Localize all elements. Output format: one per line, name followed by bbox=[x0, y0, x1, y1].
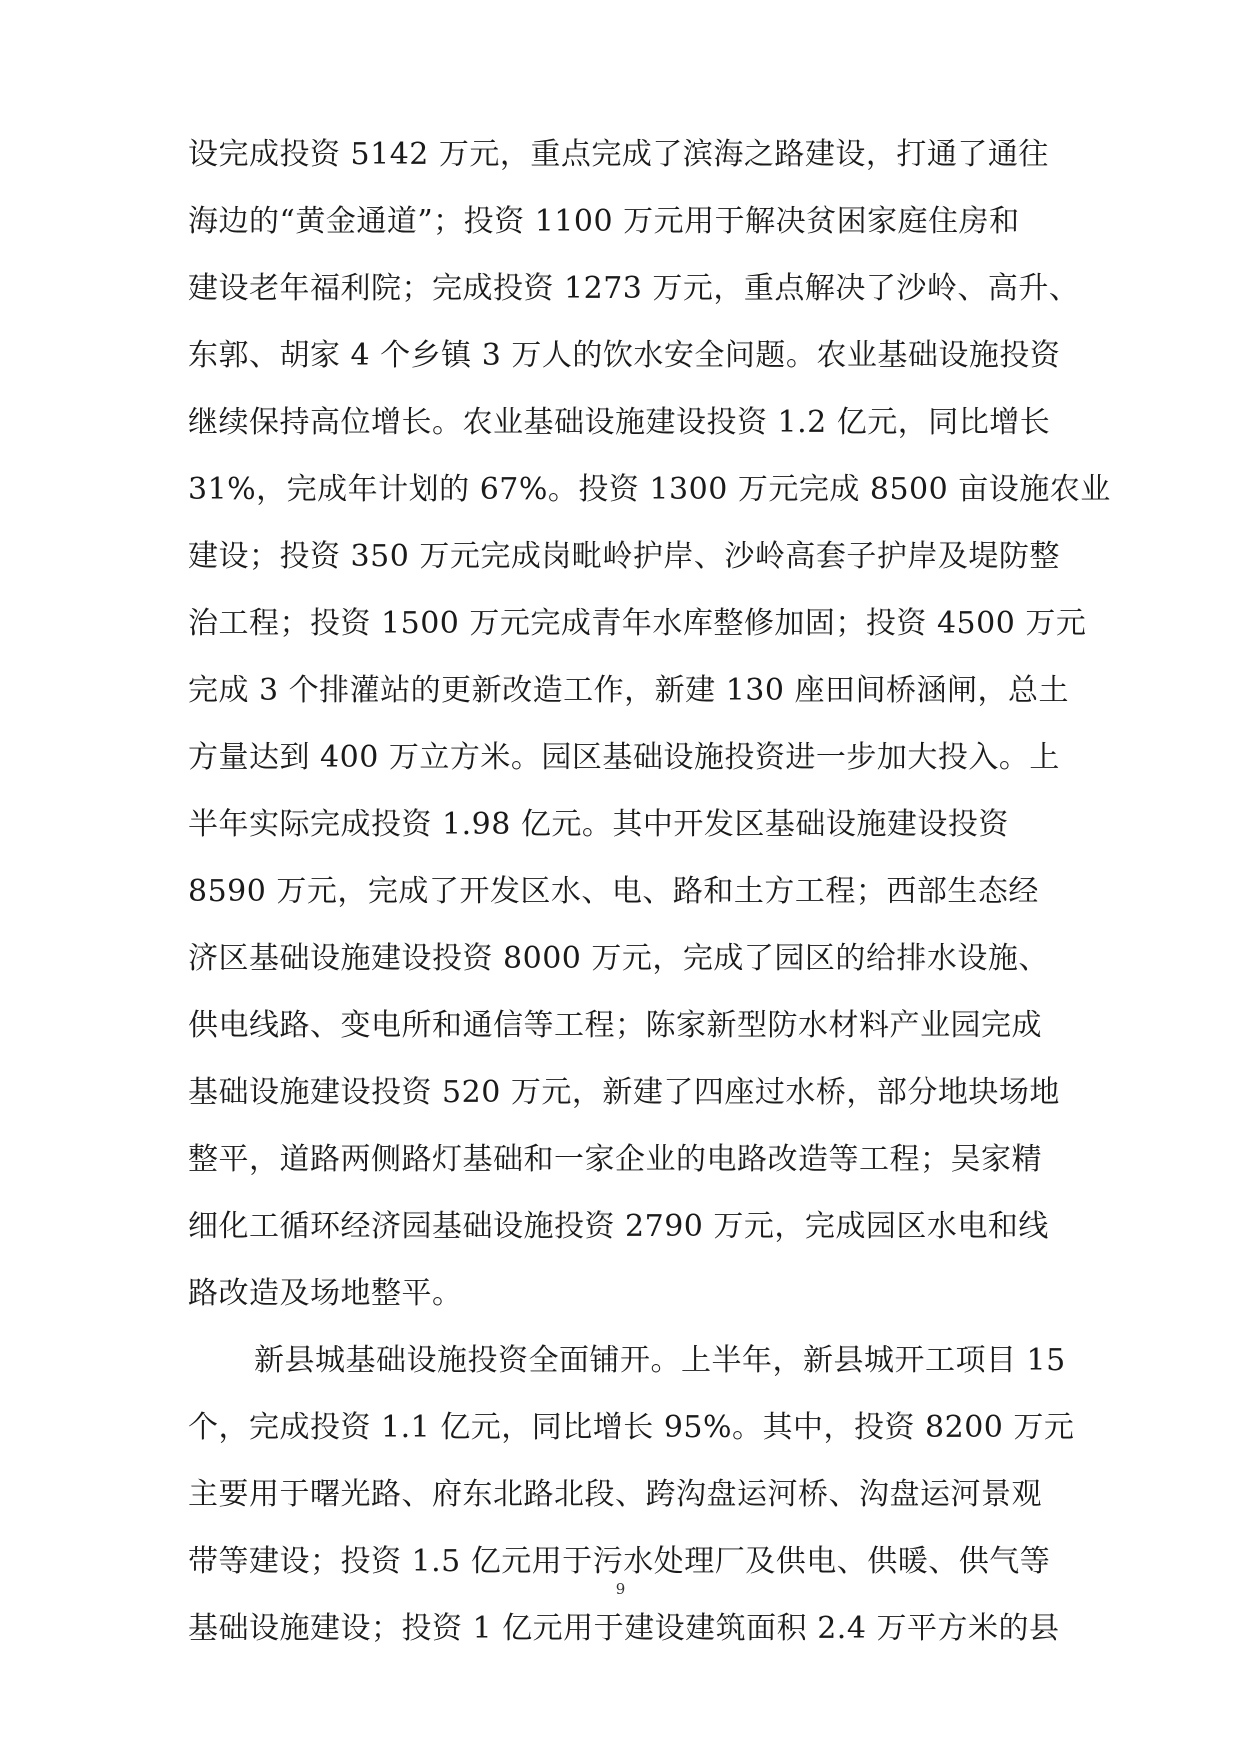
text-line: 新县城基础设施投资全面铺开。上半年，新县城开工项目 15 bbox=[254, 1343, 1066, 1378]
text-line: 供电线路、变电所和通信等工程；陈家新型防水材料产业园完成 bbox=[188, 1008, 1042, 1043]
text-line: 建设老年福利院；完成投资 1273 万元，重点解决了沙岭、高升、 bbox=[188, 271, 1080, 306]
text-line: 路改造及场地整平。 bbox=[188, 1276, 463, 1311]
text-line: 设完成投资 5142 万元，重点完成了滨海之路建设，打通了通往 bbox=[188, 137, 1049, 172]
text-line: 海边的“黄金通道”；投资 1100 万元用于解决贫困家庭住房和 bbox=[188, 204, 1020, 239]
text-line: 方量达到 400 万立方米。园区基础设施投资进一步加大投入。上 bbox=[188, 740, 1060, 775]
text-line: 基础设施建设；投资 1 亿元用于建设建筑面积 2.4 万平方米的县 bbox=[188, 1611, 1060, 1646]
text-line: 整平，道路两侧路灯基础和一家企业的电路改造等工程；吴家精 bbox=[188, 1142, 1042, 1177]
text-line: 东郭、胡家 4 个乡镇 3 万人的饮水安全问题。农业基础设施投资 bbox=[188, 338, 1061, 373]
text-line: 完成 3 个排灌站的更新改造工作，新建 130 座田间桥涵闸，总土 bbox=[188, 673, 1069, 708]
text-line: 建设；投资 350 万元完成岗毗岭护岸、沙岭高套子护岸及堤防整 bbox=[188, 539, 1060, 574]
body-text bbox=[188, 121, 1111, 1662]
paragraph-2 bbox=[188, 1327, 1075, 1662]
page-number: 9 bbox=[615, 1580, 626, 1598]
text-line: 济区基础设施建设投资 8000 万元，完成了园区的给排水设施、 bbox=[188, 941, 1049, 976]
paragraph-1 bbox=[188, 121, 1111, 1327]
text-line: 31%，完成年计划的 67%。投资 1300 万元完成 8500 亩设施农业 bbox=[188, 472, 1111, 507]
text-line: 8590 万元，完成了开发区水、电、路和土方工程；西部生态经 bbox=[188, 874, 1039, 909]
text-line: 个，完成投资 1.1 亿元，同比增长 95%。其中，投资 8200 万元 bbox=[188, 1410, 1075, 1445]
text-line: 继续保持高位增长。农业基础设施建设投资 1.2 亿元，同比增长 bbox=[188, 405, 1051, 440]
text-line: 细化工循环经济园基础设施投资 2790 万元，完成园区水电和线 bbox=[188, 1209, 1049, 1244]
text-line: 主要用于曙光路、府东北路北段、跨沟盘运河桥、沟盘运河景观 bbox=[188, 1477, 1042, 1512]
text-line: 半年实际完成投资 1.98 亿元。其中开发区基础设施建设投资 bbox=[188, 807, 1009, 842]
text-line: 基础设施建设投资 520 万元，新建了四座过水桥，部分地块场地 bbox=[188, 1075, 1060, 1110]
text-line: 带等建设；投资 1.5 亿元用于污水处理厂及供电、供暖、供气等 bbox=[188, 1544, 1051, 1579]
text-line: 治工程；投资 1500 万元完成青年水库整修加固；投资 4500 万元 bbox=[188, 606, 1087, 641]
